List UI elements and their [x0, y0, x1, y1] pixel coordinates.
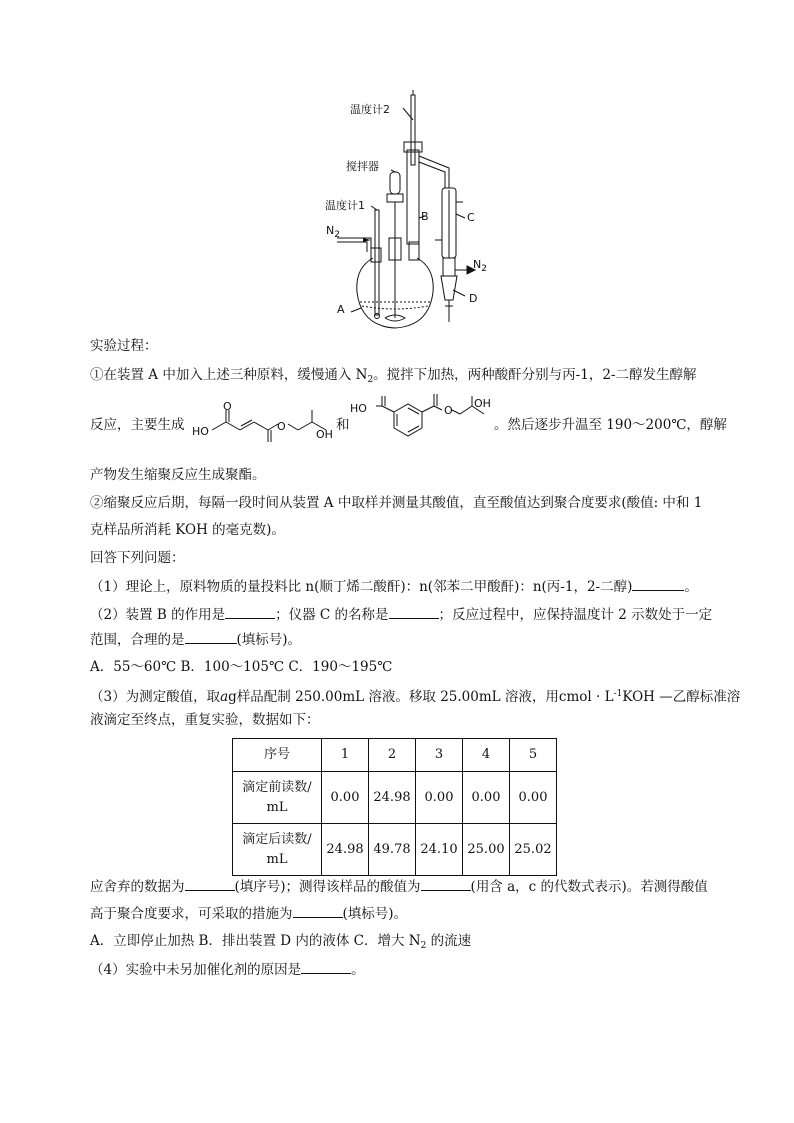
- question-4: （4）实验中未另加催化剂的原因是 。: [90, 959, 365, 980]
- question-3-line1: （3）为测定酸值，取ag样品配制 250.00mL 溶液。移取 25.00mL 溶液，用cmol · $L^{-1}KOH$ —乙醇标准溶: [90, 689, 741, 705]
- table-cell: 24.98: [369, 772, 416, 824]
- table-cell: 0.00: [416, 772, 463, 824]
- table-cell: 24.98: [322, 824, 369, 876]
- molecule-maleate-ester: [190, 398, 336, 448]
- blank-q2-c-name[interactable]: [389, 604, 439, 619]
- header-cell: 4: [463, 739, 510, 772]
- label-n2-outlet: $N_2$: [473, 258, 487, 274]
- table-cell: 0.00: [510, 772, 557, 824]
- header-cell: 3: [416, 739, 463, 772]
- header-cell: 1: [322, 739, 369, 772]
- label-D: D: [469, 292, 478, 305]
- mol1-o-ester: O: [277, 420, 286, 433]
- header-cell: 2: [369, 739, 416, 772]
- question-2-options: A．55～60℃ B．100～105℃ C．190～195℃: [90, 659, 393, 675]
- table-cell: 49.78: [369, 824, 416, 876]
- table-row: [233, 772, 557, 824]
- blank-q4[interactable]: [301, 959, 351, 974]
- step1-line2-lead: 反应，主要生成: [90, 417, 185, 433]
- step1-line3: 产物发生缩聚反应生成聚酯。: [90, 467, 266, 483]
- mol1-ho: HO: [192, 425, 209, 438]
- blank-q2-b-role[interactable]: [225, 604, 275, 619]
- label-thermometer-1: 温度计1: [325, 199, 365, 212]
- step2-line2: 克样品所消耗 KOH 的毫克数)。: [90, 522, 285, 538]
- mol2-o-ester: O: [444, 404, 453, 417]
- label-A: A: [337, 303, 345, 316]
- and-word: 和: [336, 417, 350, 433]
- header-cell: 5: [510, 739, 557, 772]
- table-row: [233, 824, 557, 876]
- blank-q2-range[interactable]: [185, 629, 237, 644]
- blank-q3-measure[interactable]: [293, 903, 343, 918]
- table-header-row: [233, 739, 557, 772]
- table-cell: 0.00: [322, 772, 369, 824]
- blank-q3-discard[interactable]: [185, 876, 235, 891]
- titration-table: [232, 738, 557, 876]
- table-cell: 25.00: [463, 824, 510, 876]
- step1-line1: ①在装置 A 中加入上述三种原料，缓慢通入 $N_2$。搅拌下加热，两种酸酐分别与丙-1，2-二醇发生醇解: [90, 367, 697, 385]
- table-cell: 0.00: [463, 772, 510, 824]
- question-3-options: A．立即停止加热 B．排出装置 D 内的液体 C．增大 $N_2$ 的流速: [90, 933, 472, 951]
- question-1: （1）理论上，原料物质的量投料比 n(顺丁烯二酸酐)：n(邻苯二甲酸酐)：n(丙-1，2-二醇) 。: [90, 576, 698, 597]
- row-label: 滴定前读数/ mL: [233, 772, 322, 824]
- step2-line1: ②缩聚反应后期，每隔一段时间从装置 A 中取样并测量其酸值，直至酸值达到聚合度要求(酸值: 中和 1: [90, 495, 703, 511]
- row-label: 滴定后读数/ mL: [233, 824, 322, 876]
- mol2-oh: OH: [474, 397, 491, 410]
- label-B: B: [421, 210, 429, 223]
- table-cell: 24.10: [416, 824, 463, 876]
- question-2-line2: 范围，合理的是 (填标号)。: [90, 629, 301, 650]
- question-2-line1: （2）装置 B 的作用是 ；仪器 C 的名称是 ；反应过程中，应保持温度计 2 示数处于一定: [90, 604, 712, 625]
- label-thermometer-2: 温度计2: [350, 103, 390, 116]
- process-title: 实验过程：: [90, 338, 158, 354]
- mol2-ho: HO: [350, 402, 367, 415]
- blank-q1[interactable]: [632, 576, 684, 591]
- blank-q3-acid-value[interactable]: [421, 876, 471, 891]
- label-stirrer: 搅拌器: [346, 160, 379, 173]
- question-3-after2: 高于聚合度要求，可采取的措施为 (填标号)。: [90, 903, 407, 924]
- label-n2-inlet: $N_2$: [326, 224, 340, 240]
- step1-line2-tail: 。然后逐步升温至 190～200℃，醇解: [494, 417, 727, 433]
- table-cell: 25.02: [510, 824, 557, 876]
- mol1-o-carbonyl: O: [223, 400, 232, 413]
- question-3-after1: 应舍弃的数据为 (填序号)；测得该样品的酸值为 (用含 a，c 的代数式表示)。若测得酸值: [90, 876, 708, 897]
- label-C: C: [467, 211, 475, 224]
- answer-prompt: 回答下列问题：: [90, 550, 185, 566]
- header-cell: 序号: [233, 739, 322, 772]
- mol1-oh: OH: [316, 428, 333, 441]
- question-3-line2: 液滴定至终点，重复实验，数据如下：: [90, 712, 320, 728]
